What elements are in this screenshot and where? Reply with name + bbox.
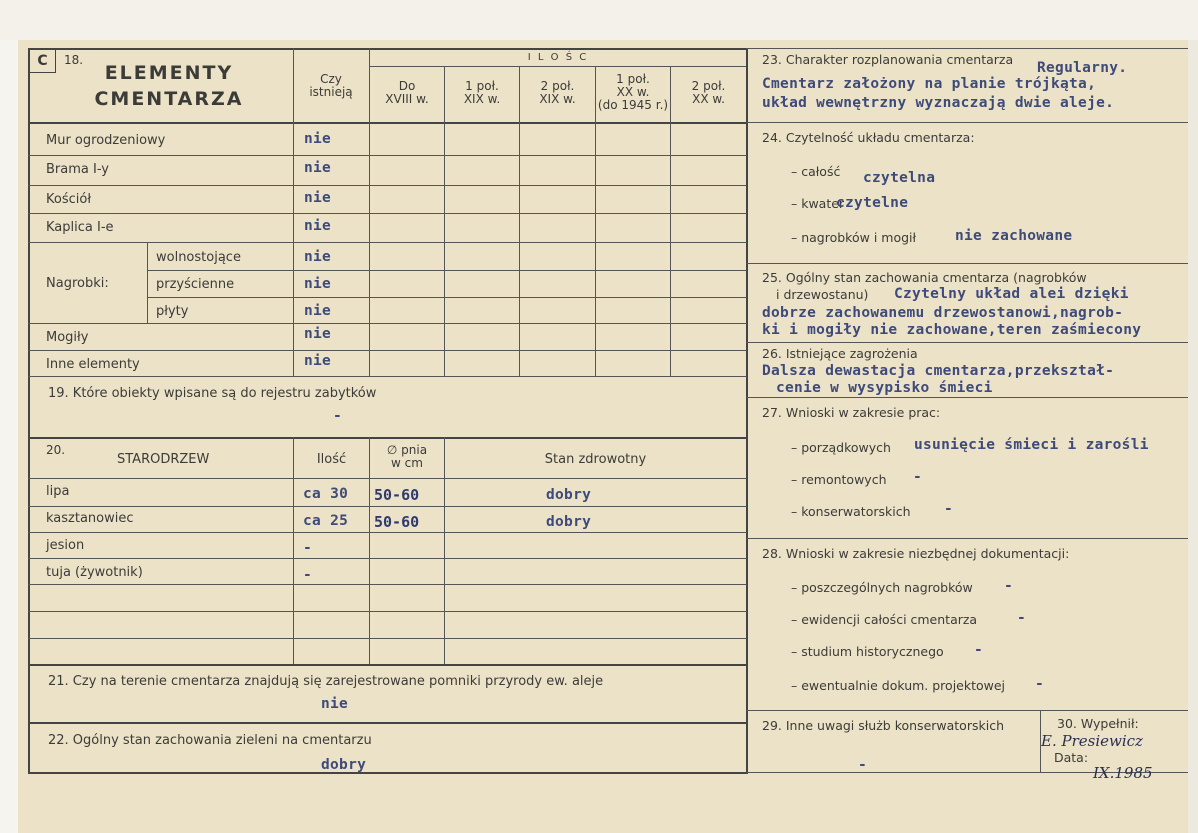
period-header-line2: XX w. (616, 85, 650, 99)
section30-date: IX.1985 (1093, 764, 1153, 782)
trees-qty-header: Ilość (316, 452, 347, 467)
section24-question: 24. Czytelność układu cmentarza: (762, 130, 975, 145)
section20-number: 20. (46, 443, 66, 457)
trees-diam-header-l2: w cm (391, 456, 423, 470)
period-header-line3: (do 1945 r.) (597, 98, 669, 112)
section26-answer-line2: cenie w wysypisko śmieci (776, 380, 993, 396)
nagrobki-type-label: płyty (156, 304, 189, 319)
section18-title (74, 60, 264, 112)
tree-health: dobry (546, 487, 592, 503)
period-header-line2: XIX w. (539, 92, 576, 106)
section19-answer: - (333, 408, 343, 424)
period-header-line1: 2 poł. (691, 79, 726, 93)
works-item-value: - (944, 501, 954, 517)
section23-question: 23. Charakter rozplanowania cmentarza (762, 52, 1014, 67)
tree-qty: - (303, 567, 313, 583)
card-letter-box (29, 49, 56, 73)
legibility-item-value: nie zachowane (955, 228, 1073, 244)
documentation-item-value: - (1004, 578, 1014, 594)
element-label: Brama I-y (46, 162, 109, 177)
period-header-line2: XX w. (692, 92, 725, 106)
period-header-line2: XIX w. (463, 92, 501, 106)
legibility-item-label: – nagrobków i mogił (791, 230, 917, 245)
section20-title: STARODRZEW (117, 452, 210, 467)
trees-diam-header (370, 444, 444, 470)
tree-qty: - (303, 540, 313, 556)
section23-answer-line2: układ wewnętrzny wyznaczają dwie aleje. (762, 95, 1115, 111)
scan-background-top (0, 0, 1198, 40)
section21-question: 21. Czy na terenie cmentarza znajdują się zarejestrowane pomniki przyrody ew. aleje (48, 674, 604, 689)
section19-question: 19. Które obiekty wpisane są do rejestru zabytków (48, 386, 377, 401)
works-item-label: – porządkowych (791, 440, 891, 455)
works-item-value: - (913, 469, 923, 485)
period-header (596, 73, 670, 112)
section29-question: 29. Inne uwagi służb konserwatorskich (762, 718, 1004, 733)
scan-background-right (1188, 40, 1198, 833)
element-label: Kościół (46, 192, 92, 207)
section25-question-line2: i drzewostanu) (776, 287, 869, 302)
period-header-line1: 2 poł. (540, 79, 575, 93)
col-exists-header: Czy istnieją (309, 72, 353, 99)
section28-question: 28. Wnioski w zakresie niezbędnej dokumentacji: (762, 546, 1070, 561)
tree-health: dobry (546, 514, 592, 530)
tree-species: tuja (żywotnik) (46, 565, 143, 580)
tree-qty: ca 30 (303, 486, 349, 502)
section29-answer: - (858, 757, 868, 773)
ilosc-header: I L O Ś C (527, 52, 589, 63)
documentation-item-label: – poszczególnych nagrobków (791, 580, 973, 595)
documentation-item-value: - (1017, 610, 1027, 626)
nagrobki-exists-value: nie (304, 276, 332, 292)
element-label: Kaplica I-e (46, 220, 114, 235)
trees-diam-header-l1: ∅ pnia (386, 443, 428, 457)
section23-answer-inline: Regularny. (1037, 60, 1128, 76)
period-header (370, 80, 444, 106)
element-exists-value: nie (304, 131, 332, 147)
section18-title-line2: CMENTARZA (94, 88, 244, 110)
period-header-line1: 1 poł. (616, 72, 650, 86)
period-header-line1: Do (398, 79, 416, 93)
nagrobki-type-label: przyścienne (156, 277, 235, 292)
period-header (671, 80, 746, 106)
nagrobki-exists-value: nie (304, 303, 332, 319)
section30-date-label: Data: (1054, 750, 1089, 765)
section25-answer-line2: dobrze zachowanemu drzewostanowi,nagrob- (762, 305, 1124, 321)
documentation-item-value: - (974, 642, 984, 658)
tree-species: lipa (46, 484, 70, 499)
legibility-item-value: czytelne (836, 195, 909, 211)
works-item-label: – remontowych (791, 472, 887, 487)
element-label: Mogiły (46, 330, 89, 345)
element-exists-value: nie (304, 160, 332, 176)
element-exists-value: nie (304, 190, 332, 206)
legibility-item-label: – całość (791, 164, 841, 179)
section26-question: 26. Istniejące zagrożenia (762, 346, 918, 361)
documentation-item-label: – ewidencji całości cmentarza (791, 612, 978, 627)
period-header (445, 80, 519, 106)
tree-species: jesion (46, 538, 85, 553)
element-label: Mur ogrodzeniowy (46, 133, 166, 148)
tree-diameter: 50-60 (374, 513, 420, 531)
nagrobki-type-label: wolnostojące (156, 250, 241, 265)
nagrobki-exists-value: nie (304, 249, 332, 265)
section25-question-line1: 25. Ogólny stan zachowania cmentarza (nagrobków (762, 270, 1087, 285)
section18-number: 18. (64, 53, 84, 67)
tree-qty: ca 25 (303, 513, 349, 529)
section30-label: 30. Wypełnił: (1057, 716, 1139, 731)
card-letter: C (37, 53, 48, 69)
period-header (520, 80, 595, 106)
section30-signature: E. Presiewicz (1041, 732, 1143, 750)
period-header-line1: 1 poł. (465, 79, 499, 93)
section18-title-line1: ELEMENTY (104, 62, 234, 84)
nagrobki-label: Nagrobki: (46, 276, 109, 291)
section22-question: 22. Ogólny stan zachowania zieleni na cmentarzu (48, 733, 372, 748)
tree-species: kasztanowiec (46, 511, 134, 526)
trees-health-header: Stan zdrowotny (544, 452, 647, 467)
documentation-item-label: – ewentualnie dokum. projektowej (791, 678, 1006, 693)
section23-answer-line1: Cmentarz założony na planie trójkąta, (762, 76, 1097, 92)
legibility-item-value: czytelna (863, 170, 936, 186)
section25-answer-line1: Czytelny układ alei dzięki (894, 286, 1129, 302)
documentation-item-value: - (1035, 676, 1045, 692)
legibility-item-label: – kwater (791, 196, 845, 211)
element-exists-value: nie (304, 353, 332, 369)
element-exists-value: nie (304, 326, 332, 342)
section22-answer: dobry (321, 757, 367, 773)
section25-answer-line3: ki i mogiły nie zachowane,teren zaśmiecony (762, 322, 1142, 338)
element-exists-value: nie (304, 218, 332, 234)
works-item-value: usunięcie śmieci i zarośli (914, 437, 1149, 453)
tree-diameter: 50-60 (374, 486, 420, 504)
element-label: Inne elementy (46, 357, 140, 372)
section27-question: 27. Wnioski w zakresie prac: (762, 405, 941, 420)
works-item-label: – konserwatorskich (791, 504, 911, 519)
section26-answer-line1: Dalsza dewastacja cmentarza,przekształ- (762, 363, 1115, 379)
documentation-item-label: – studium historycznego (791, 644, 944, 659)
period-header-line2: XVIII w. (385, 92, 429, 106)
section21-answer: nie (321, 696, 349, 712)
